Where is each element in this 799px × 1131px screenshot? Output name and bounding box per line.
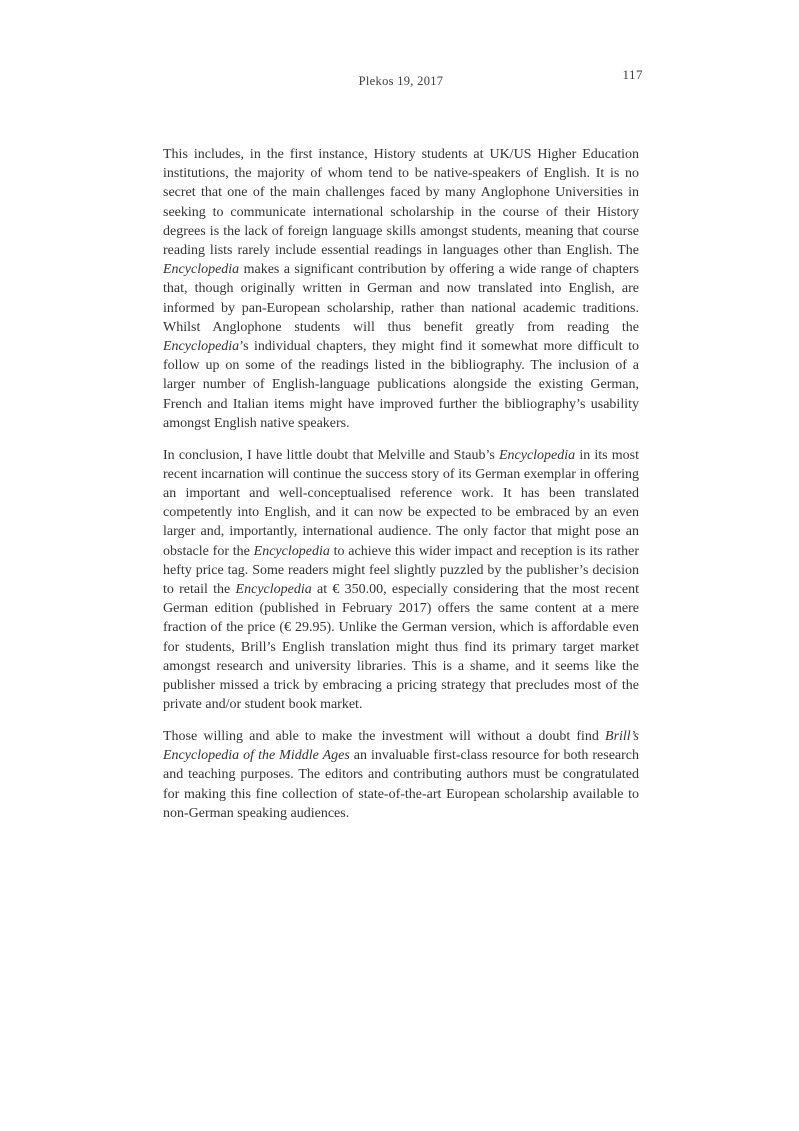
paragraph-1: This includes, in the first instance, History students at UK/US Higher Education institutions, the majority of whom tend to be native-speakers of English. It is no secret that one of the main challenges faced by many Anglophone Universities in seeking to communicate international scholarship in the course of their History degrees is the lack of foreign language skills amongst students, meaning that course reading lists rarely include essential readings in languages other than English. The Encyclopedia makes a significant contribution by offering a wide range of chapters that, though originally written in German and now translated into English, are informed by pan-European scholarship, rather than national academic traditions. Whilst Anglophone students will thus benefit greatly from reading the Encyclopedia’s individual chapters, they might find it somewhat more difficult to follow up on some of the readings listed in the bibliography. The inclusion of a larger number of English-language publications alongside the existing German, French and Italian items might have improved further the bibliography’s usability amongst English native speakers. <box>163 147 639 431</box>
paragraph-2: In conclusion, I have little doubt that Melville and Staub’s Encyclopedia in its most recent incarnation will continue the success story of its German exemplar in offering an important and well-conceptualised reference work. It has been translated competently into English, and it can now be expected to be embraced by an even larger and, importantly, international audience. The only factor that might pose an obstacle for the Encyclopedia to achieve this wider impact and reception is its rather hefty price tag. Some readers might feel slightly puzzled by the publisher’s decision to retail the Encyclopedia at € 350.00, especially considering that the most recent German edition (published in February 2017) offers the same content at a mere fraction of the price (€ 29.95). Unlike the German version, which is affordable even for students, Brill’s English translation might thus find its primary target market amongst research and university libraries. This is a shame, and it seems like the publisher missed a trick by embracing a pricing strategy that precludes most of the private and/or student book market. <box>163 447 640 713</box>
body-text-column <box>163 145 639 823</box>
paragraph-3: Those willing and able to make the investment will without a doubt find Brill’s Encyclopedia of the Middle Ages an invaluable first-class resource for both research and teaching purposes. The editors and contributing authors must be congratulated for making this fine collection of state-of-the-art European scholarship available to non-German speaking audiences. <box>163 728 639 821</box>
running-header-journal: Plekos 19, 2017 <box>358 74 444 88</box>
page-number: 117 <box>622 67 643 82</box>
